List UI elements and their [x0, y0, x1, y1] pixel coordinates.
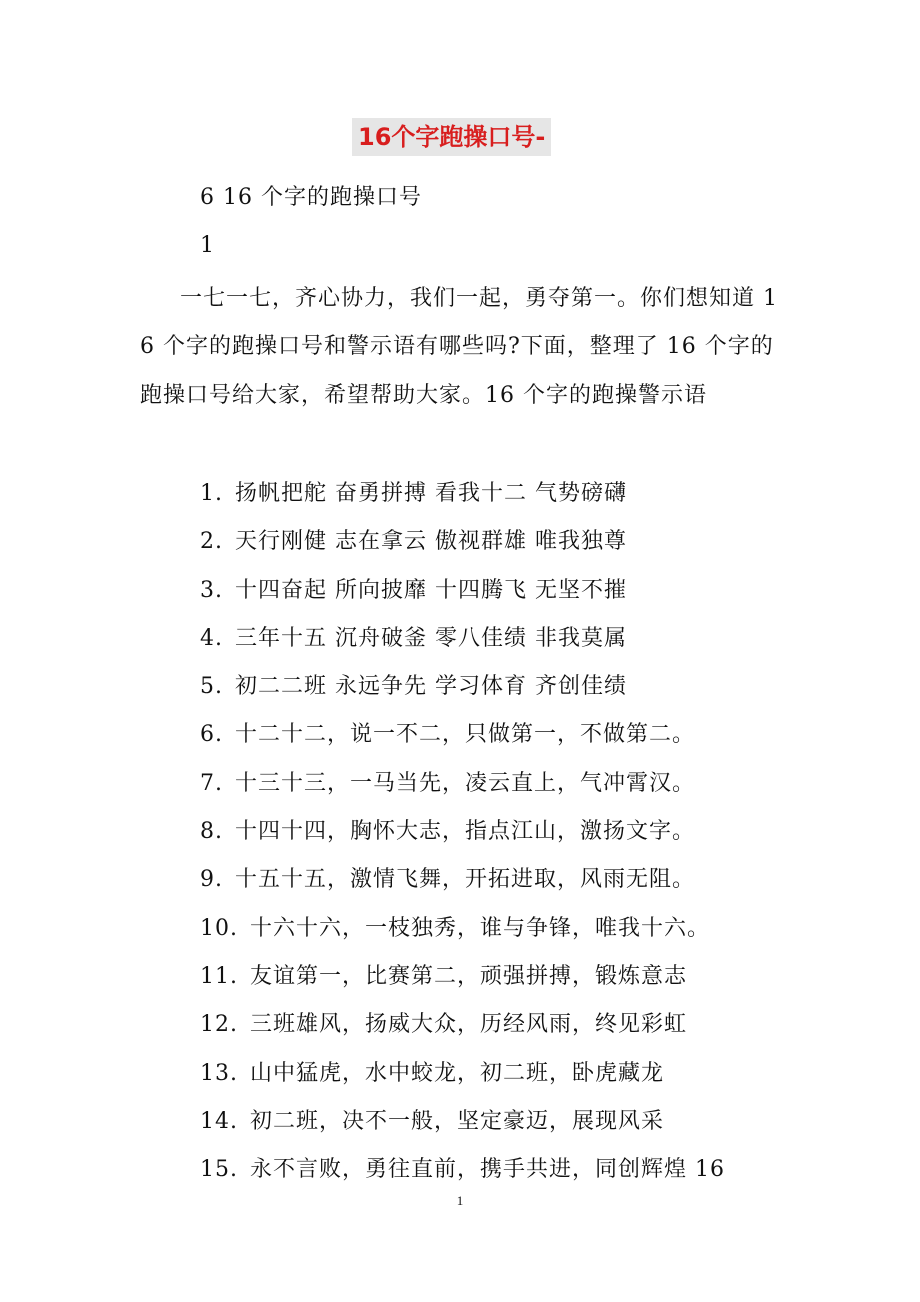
list-item	[200, 567, 725, 615]
list-item-number: 15.	[200, 1157, 238, 1183]
document-title: 16个字跑操口号-	[352, 118, 551, 156]
list-item-text: 初二班，决不一般，坚定豪迈，展现风采	[250, 1108, 665, 1134]
list-item	[200, 711, 725, 759]
list-item	[200, 1050, 725, 1098]
list-item-number: 4.	[200, 625, 223, 651]
list-item	[200, 905, 725, 953]
list-item-text: 十二十二，说一不二，只做第一，不做第二。	[235, 722, 696, 748]
list-item-number: 12.	[200, 1012, 238, 1038]
list-item-text: 十三十三，一马当先，凌云直上，气冲霄汉。	[235, 770, 696, 796]
list-item-number: 6.	[200, 722, 223, 748]
list-item-text: 十六十六，一枝独秀，谁与争锋，唯我十六。	[250, 915, 711, 941]
list-item-text: 山中猛虎，水中蛟龙，初二班，卧虎藏龙	[250, 1060, 665, 1086]
list-item-text: 十四奋起 所向披靡 十四腾飞 无坚不摧	[235, 577, 627, 603]
list-item-text: 永不言败，勇往直前，携手共进，同创辉煌 16	[250, 1157, 725, 1183]
list-item-text: 三班雄风，扬威大众，历经风雨，终见彩虹	[250, 1012, 688, 1038]
list-item	[200, 663, 725, 711]
list-item-text: 初二二班 永远争先 学习体育 齐创佳绩	[235, 674, 627, 700]
list-item	[200, 856, 725, 904]
list-item-number: 8.	[200, 819, 223, 845]
list-item-text: 三年十五 沉舟破釜 零八佳绩 非我莫属	[235, 625, 627, 651]
list-item	[200, 1146, 725, 1194]
list-item	[200, 615, 725, 663]
list-item-text: 十五十五，激情飞舞，开拓进取，风雨无阻。	[235, 867, 696, 893]
list-item	[200, 518, 725, 566]
list-item-number: 11.	[200, 963, 238, 989]
subtitle-line: 6 16 个字的跑操口号	[200, 185, 422, 210]
page-number: 1	[456, 1193, 464, 1208]
list-item-number: 14.	[200, 1108, 238, 1134]
list-item-text: 扬帆把舵 奋勇拼搏 看我十二 气势磅礴	[235, 481, 627, 506]
list-item	[200, 953, 725, 1001]
list-item-text: 十四十四，胸怀大志，指点江山，激扬文字。	[235, 819, 696, 845]
list-item	[200, 1001, 725, 1049]
list-item-number: 3.	[200, 577, 223, 603]
list-item-text: 天行刚健 志在拿云 傲视群雄 唯我独尊	[235, 529, 627, 555]
list-item	[200, 470, 725, 518]
list-item-number: 5.	[200, 674, 223, 700]
list-item-number: 7.	[200, 770, 223, 796]
list-item-number: 1.	[200, 481, 223, 506]
list-item	[200, 808, 725, 856]
list-item-number: 13.	[200, 1060, 238, 1086]
list-item	[200, 1098, 725, 1146]
list-item-number: 10.	[200, 915, 238, 941]
list-item-number: 9.	[200, 867, 223, 893]
list-item-text: 友谊第一，比赛第二，顽强拼搏，锻炼意志	[250, 963, 688, 989]
intro-paragraph: 一七一七，齐心协力，我们一起，勇夺第一。你们想知道 16 个字的跑操口号和警示语有哪些吗?下面，整理了 16 个字的跑操口号给大家，希望帮助大家。16 个字的跑操警示语	[140, 286, 778, 408]
list-item-number: 2.	[200, 529, 223, 555]
slogan-list	[200, 470, 725, 1194]
list-item	[200, 760, 725, 808]
section-marker: 1	[200, 233, 215, 258]
